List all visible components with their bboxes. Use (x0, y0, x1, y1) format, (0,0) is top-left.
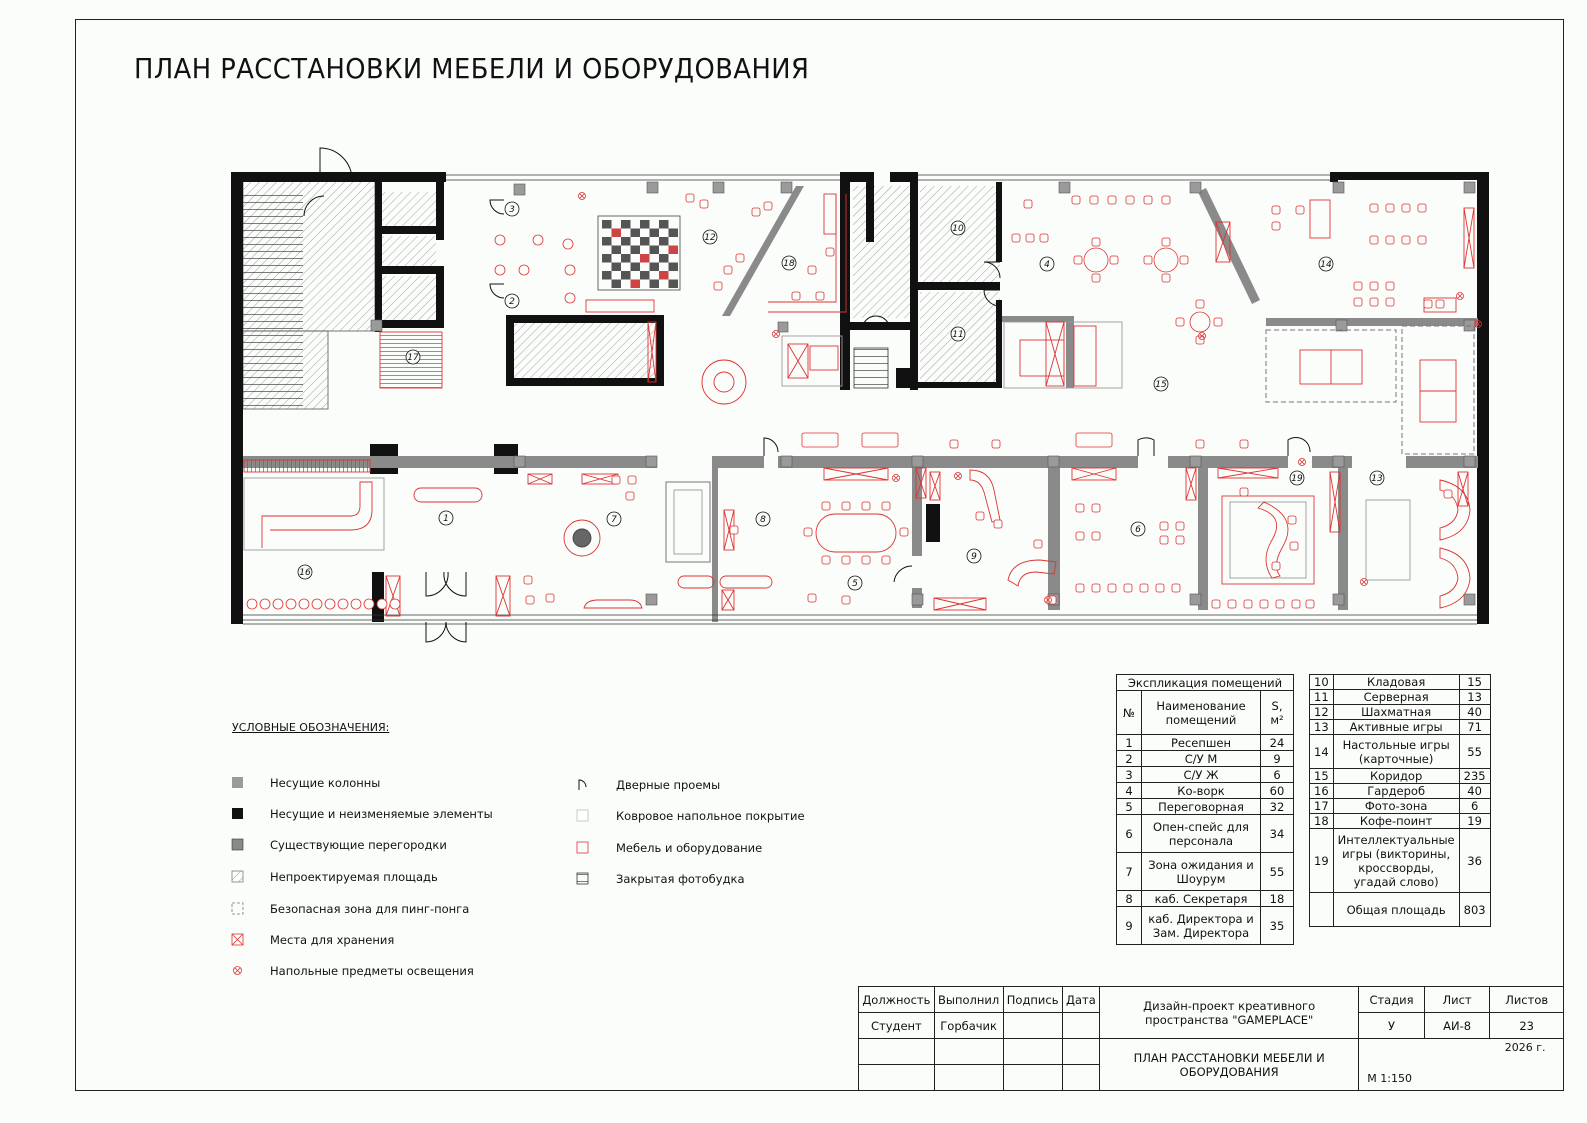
stamp-scale: М 1:150 (1367, 1071, 1412, 1085)
stamp-year: 2026 г. (1504, 1041, 1546, 1054)
room-number-12 (703, 230, 717, 244)
explication-row: 11 Серверная 13 (1310, 690, 1491, 705)
explication-table-right (1309, 674, 1491, 927)
svg-text:1: 1 (443, 514, 449, 525)
room-number-18 (782, 256, 796, 270)
svg-text:19: 19 (1291, 474, 1303, 485)
svg-text:3: 3 (509, 205, 515, 216)
doors (304, 148, 1310, 642)
legend-item-storage: Места для хранения (270, 933, 395, 947)
svg-text:2: 2 (509, 297, 515, 308)
stamp-h-sheet: Лист (1424, 987, 1490, 1013)
svg-text:4: 4 (1044, 260, 1050, 271)
svg-text:11: 11 (952, 330, 964, 341)
explication-row: 9 каб. Директора и Зам. Директора 35 (1117, 907, 1294, 945)
room-number-15 (1154, 377, 1168, 391)
legend-symbol-bearing (232, 808, 243, 819)
svg-text:6: 6 (1135, 525, 1141, 536)
explication-row: 12 Шахматная 40 (1310, 705, 1491, 720)
page-title: ПЛАН РАССТАНОВКИ МЕБЕЛИ И ОБОРУДОВАНИЯ (134, 52, 810, 85)
legend-symbol-column (232, 777, 243, 788)
room-number-4 (1040, 257, 1054, 271)
explication-row: 13 Активные игры 71 (1310, 720, 1491, 735)
svg-text:12: 12 (704, 233, 716, 244)
svg-text:10: 10 (952, 224, 964, 235)
room-number-5 (848, 576, 862, 590)
legend-item-dashed: Безопасная зона для пинг-понга (270, 902, 470, 916)
room-number-2 (505, 294, 519, 308)
col-no-header: № (1117, 691, 1142, 735)
svg-text:17: 17 (407, 353, 419, 364)
col-area-header: S, м² (1261, 691, 1294, 735)
legend-symbol-photobooth (577, 873, 588, 884)
explication-title: Экспликация помещений (1117, 675, 1294, 691)
explication-row: 7 Зона ожидания и Шоурум 55 (1117, 853, 1294, 891)
explication-row: 19 Интеллектуальные игры (викторины, кроссворды, угадай слово) 36 (1310, 829, 1491, 893)
explication-row: 4 Ко-ворк 60 (1117, 783, 1294, 799)
legend-item-hatch: Непроектируемая площадь (270, 870, 438, 884)
room-number-11 (951, 327, 965, 341)
svg-text:14: 14 (1320, 260, 1332, 271)
legend-item-partition: Существующие перегородки (270, 838, 447, 852)
legend-symbol-hatch (232, 871, 243, 882)
explication-row: 5 Переговорная 32 (1117, 799, 1294, 815)
stamp-sheet-title: ПЛАН РАССТАНОВКИ МЕБЕЛИ И ОБОРУДОВАНИЯ (1100, 1039, 1359, 1091)
ping-pong-safe-zones (1266, 326, 1474, 454)
explication-row: 10 Кладовая 15 (1310, 675, 1491, 690)
legend-item-lamp: Напольные предметы освещения (270, 964, 474, 978)
explication-row: 18 Кофе-поинт 19 (1310, 814, 1491, 829)
explication-row: 14 Настольные игры (карточные) 55 (1310, 735, 1491, 769)
legend-symbol-partition (232, 839, 243, 850)
stamp-h-stage: Стадия (1359, 987, 1425, 1013)
legend-item-carpet: Ковровое напольное покрытие (616, 809, 805, 823)
room-number-17 (406, 350, 420, 364)
stamp-h-sheets: Листов (1490, 987, 1564, 1013)
svg-text:5: 5 (852, 579, 858, 590)
legend-item-bearing: Несущие и неизменяемые элементы (270, 807, 493, 821)
svg-text:7: 7 (611, 515, 617, 526)
svg-text:16: 16 (299, 568, 311, 579)
total-value: 803 (1459, 893, 1490, 927)
col-name-header: Наименование помещений (1142, 691, 1261, 735)
room-number-1 (439, 511, 453, 525)
svg-text:9: 9 (971, 552, 977, 563)
stamp-sheet: АИ-8 (1424, 1013, 1490, 1039)
svg-text:8: 8 (760, 515, 766, 526)
svg-text:18: 18 (783, 259, 795, 270)
room-number-13 (1370, 471, 1384, 485)
diagonal-partition-right (1198, 188, 1260, 304)
legend-symbol-lamp (234, 967, 242, 975)
legend-item-column: Несущие колонны (270, 776, 381, 790)
explication-row: 1 Ресепшен 24 (1117, 735, 1294, 751)
room-number-9 (967, 549, 981, 563)
total-label: Общая площадь (1333, 893, 1459, 927)
room-number-6 (1131, 522, 1145, 536)
legend-symbol-storage (232, 934, 243, 945)
room-number-8 (756, 512, 770, 526)
stamp-h-done: Выполнил (934, 987, 1003, 1013)
stamp-h-sign: Подпись (1003, 987, 1062, 1013)
stamp-project: Дизайн-проект креативного пространства "GAMEPLACE" (1100, 987, 1359, 1039)
explication-table-left (1116, 674, 1294, 945)
hatched-areas (243, 181, 1000, 409)
svg-text:13: 13 (1371, 474, 1383, 485)
legend-item-furniture: Мебель и оборудование (616, 841, 763, 855)
title-block (858, 986, 1564, 1091)
room-number-14 (1319, 257, 1333, 271)
stamp-author: Горбачик (934, 1013, 1003, 1039)
explication-row: 16 Гардероб 40 (1310, 784, 1491, 799)
room-number-10 (951, 221, 965, 235)
room-number-16 (298, 565, 312, 579)
explication-row: 2 С/У М 9 (1117, 751, 1294, 767)
stamp-sheets: 23 (1490, 1013, 1564, 1039)
explication-row: 8 каб. Секретаря 18 (1117, 891, 1294, 907)
explication-row: 17 Фото-зона 6 (1310, 799, 1491, 814)
room-number-7 (607, 512, 621, 526)
explication-row: 6 Опен-спейс для персонала 34 (1117, 815, 1294, 853)
stamp-h-position: Должность (859, 987, 935, 1013)
stamp-position: Студент (859, 1013, 935, 1039)
room-number-19 (1290, 471, 1304, 485)
legend-item-door: Дверные проемы (616, 778, 721, 792)
room-number-3 (505, 202, 519, 216)
stamp-h-date: Дата (1062, 987, 1099, 1013)
svg-text:15: 15 (1155, 380, 1167, 391)
stamp-stage: У (1359, 1013, 1425, 1039)
legend-heading: УСЛОВНЫЕ ОБОЗНАЧЕНИЯ: (232, 721, 390, 734)
legend-symbol-door (579, 780, 586, 790)
legend-symbol-furniture (577, 842, 588, 853)
legend-item-photobooth: Закрытая фотобудка (616, 872, 745, 886)
explication-row: 3 С/У Ж 6 (1117, 767, 1294, 783)
explication-row: 15 Коридор 235 (1310, 769, 1491, 784)
legend-symbol-carpet (577, 810, 588, 821)
legend-symbol-dashed (232, 903, 243, 914)
